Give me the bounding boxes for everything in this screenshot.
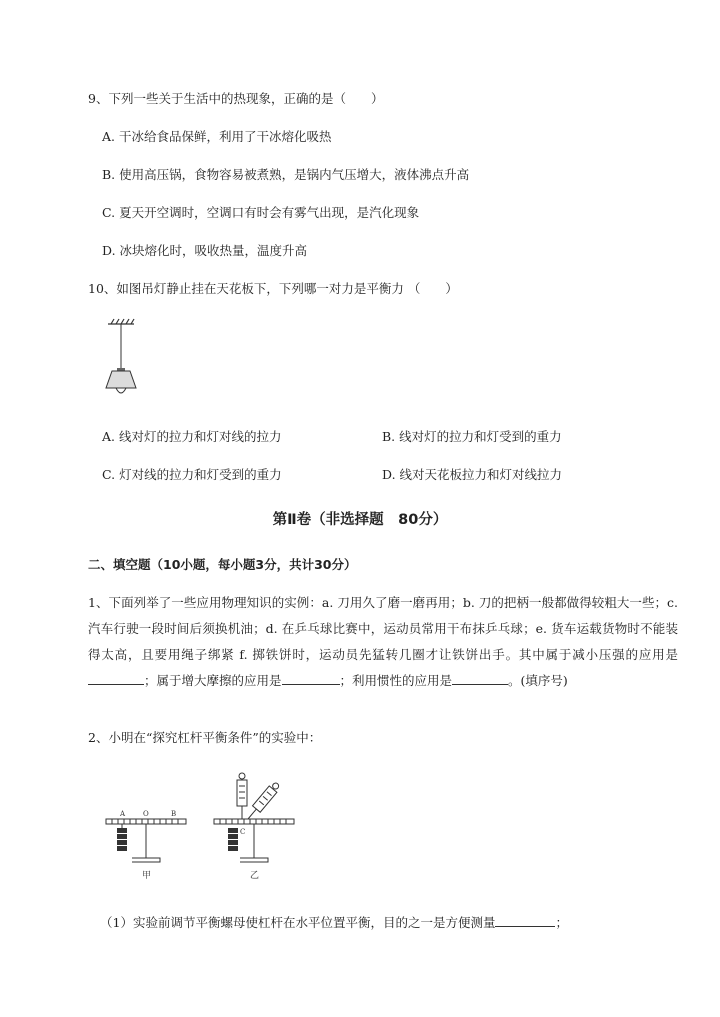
- pendant-lamp-figure: [98, 318, 148, 400]
- lever-yi: [214, 819, 294, 862]
- spring-scale-vertical: [237, 773, 247, 819]
- q10-option-a[interactable]: A. 线对灯的拉力和灯对线的拉力: [102, 429, 282, 444]
- weights-yi: [228, 828, 238, 851]
- q10-option-c[interactable]: C. 灯对线的拉力和灯受到的重力: [102, 467, 282, 482]
- q10-stem: 10、如图吊灯静止挂在天花板下，下列哪一对力是平衡力 （ ）: [88, 281, 458, 296]
- fill2-stem: 2、小明在“探究杠杆平衡条件”的实验中：: [88, 730, 322, 745]
- label-o: O: [143, 810, 149, 818]
- fill2-sub1-blank[interactable]: [495, 912, 555, 927]
- q9-option-b[interactable]: B. 使用高压锅，食物容易被煮熟，是锅内气压增大，液体沸点升高: [102, 167, 470, 182]
- lever-experiment-figure: [98, 770, 298, 884]
- weights-jia: [117, 828, 127, 851]
- fill1-blank-3[interactable]: [452, 670, 508, 685]
- q9-option-d[interactable]: D. 冰块熔化时，吸收热量，温度升高: [102, 243, 308, 258]
- label-a: A: [120, 810, 126, 818]
- section-heading: 二、填空题（10小题，每小题3分，共计30分）: [88, 557, 357, 572]
- fill1-text: 1、下面列举了一些应用物理知识的实例：a. 刀用久了磨一磨再用；b. 刀的把柄一般都做得较粗大一些；c. 汽车行驶一段时间后须换机油；d. 在乒乓球比赛中，运动员常用干布抹乒乓球；e. 货车运载货物时不能装得太高，且要用绳子绑紧 f. 掷铁饼时，运动员先猛转几圈才让铁饼出手。其中属于减小压强的应用是: [88, 595, 678, 662]
- fill1-question: [88, 590, 678, 694]
- q9-option-a[interactable]: A. 干冰给食品保鲜，利用了干冰熔化吸热: [102, 129, 332, 144]
- fill2-sub1: [100, 912, 568, 932]
- part2-title: 第Ⅱ卷（非选择题 80分）: [272, 512, 448, 528]
- fill1-mid1: ；属于增大摩擦的应用是: [144, 673, 282, 688]
- lamp-shade: [106, 371, 136, 388]
- ceiling-hatch: [108, 319, 134, 324]
- label-c: C: [240, 828, 246, 836]
- fill1-blank-1[interactable]: [88, 670, 144, 685]
- caption-yi: 乙: [250, 871, 260, 881]
- lamp-bulb: [116, 388, 126, 393]
- fill2-sub1-end: ；: [555, 915, 568, 930]
- fill1-end: 。(填序号): [508, 673, 568, 688]
- q10-option-b[interactable]: B. 线对灯的拉力和灯受到的重力: [382, 429, 562, 444]
- caption-jia: 甲: [142, 871, 152, 881]
- q9-option-c[interactable]: C. 夏天开空调时，空调口有时会有雾气出现，是汽化现象: [102, 205, 420, 220]
- label-b: B: [171, 810, 177, 818]
- fill1-mid2: ；利用惯性的应用是: [339, 673, 453, 688]
- q10-option-d[interactable]: D. 线对天花板拉力和灯对线拉力: [382, 467, 563, 482]
- fill1-blank-2[interactable]: [282, 670, 340, 685]
- q9-stem: 9、下列一些关于生活中的热现象，正确的是（ ）: [88, 91, 384, 106]
- spring-scale-tilted: [244, 781, 281, 823]
- fill2-sub1-text: （1）实验前调节平衡螺母使杠杆在水平位置平衡，目的之一是方便测量: [100, 915, 496, 930]
